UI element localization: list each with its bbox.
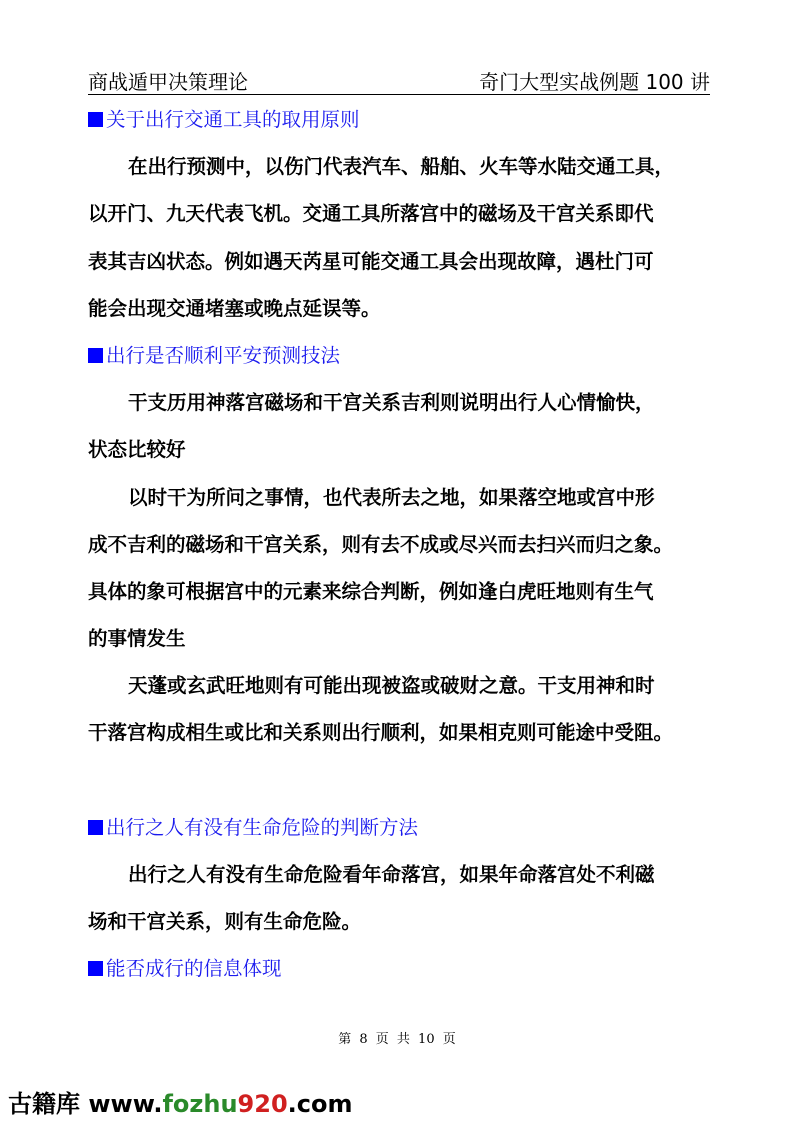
section-heading-text: 能否成行的信息体现 (106, 957, 282, 981)
square-bullet-icon (88, 961, 103, 976)
section-heading-text: 出行之人有没有生命危险的判断方法 (106, 815, 419, 839)
section-heading-text: 出行是否顺利平安预测技法 (106, 343, 341, 367)
spacer (88, 757, 728, 804)
paragraph-line: 的事情发生 (88, 627, 186, 651)
paragraph-line: 状态比较好 (88, 438, 186, 462)
section-heading (88, 332, 728, 379)
watermark-suffix: .com (287, 1090, 353, 1118)
paragraph-line: 干落宫构成相生或比和关系则出行顺利，如果相克则可能途中受阻。 (88, 721, 674, 745)
paragraph-line: 出行之人有没有生命危险看年命落宫，如果年命落宫处不利磁 (128, 863, 655, 886)
page-number: 第 8 页 共 10 页 (338, 1032, 456, 1047)
paragraph-line: 以时干为所问之事情，也代表所去之地，如果落空地或宫中形 (128, 485, 655, 509)
square-bullet-icon (88, 112, 103, 127)
watermark-site-name: 古籍库 (8, 1090, 80, 1118)
square-bullet-icon (88, 820, 103, 835)
square-bullet-icon (88, 348, 103, 363)
watermark-domain: fozhu (162, 1090, 238, 1118)
section-heading (88, 804, 728, 851)
paragraph-line: 天蓬或玄武旺地则有可能出现被盗或破财之意。干支用神和时 (128, 674, 655, 698)
paragraph-line: 场和干宫关系，则有生命危险。 (88, 910, 362, 934)
watermark-number: 920 (237, 1090, 288, 1118)
header-book-title: 商战遁甲决策理论 (88, 70, 248, 94)
paragraph-line: 成不吉利的磁场和干宫关系，则有去不成或尽兴而去扫兴而归之象。 (88, 532, 674, 556)
section-heading-text: 关于出行交通工具的取用原则 (106, 108, 360, 131)
section-heading (88, 945, 728, 992)
paragraph-line: 以开门、九天代表飞机。交通工具所落宫中的磁场及干宫关系即代 (88, 202, 654, 226)
paragraph-line: 在出行预测中，以伤门代表汽车、船舶、火车等水陆交通工具， (128, 155, 675, 179)
paragraph-line: 干支历用神落宫磁场和干宫关系吉利则说明出行人心情愉快， (128, 391, 655, 415)
document-body (88, 96, 728, 993)
header-series-title: 奇门大型实战例题 100 讲 (479, 70, 710, 94)
section-heading (88, 96, 728, 143)
paragraph-line: 能会出现交通堵塞或晚点延误等。 (88, 296, 381, 320)
watermark-logo (8, 1084, 353, 1119)
page-header (88, 62, 710, 95)
paragraph-line: 表其吉凶状态。例如遇天芮星可能交通工具会出现故障，遇杜门可 (88, 249, 654, 273)
paragraph-line: 具体的象可根据宫中的元素来综合判断，例如逢白虎旺地则有生气 (88, 579, 654, 603)
watermark-prefix: www. (88, 1090, 163, 1118)
